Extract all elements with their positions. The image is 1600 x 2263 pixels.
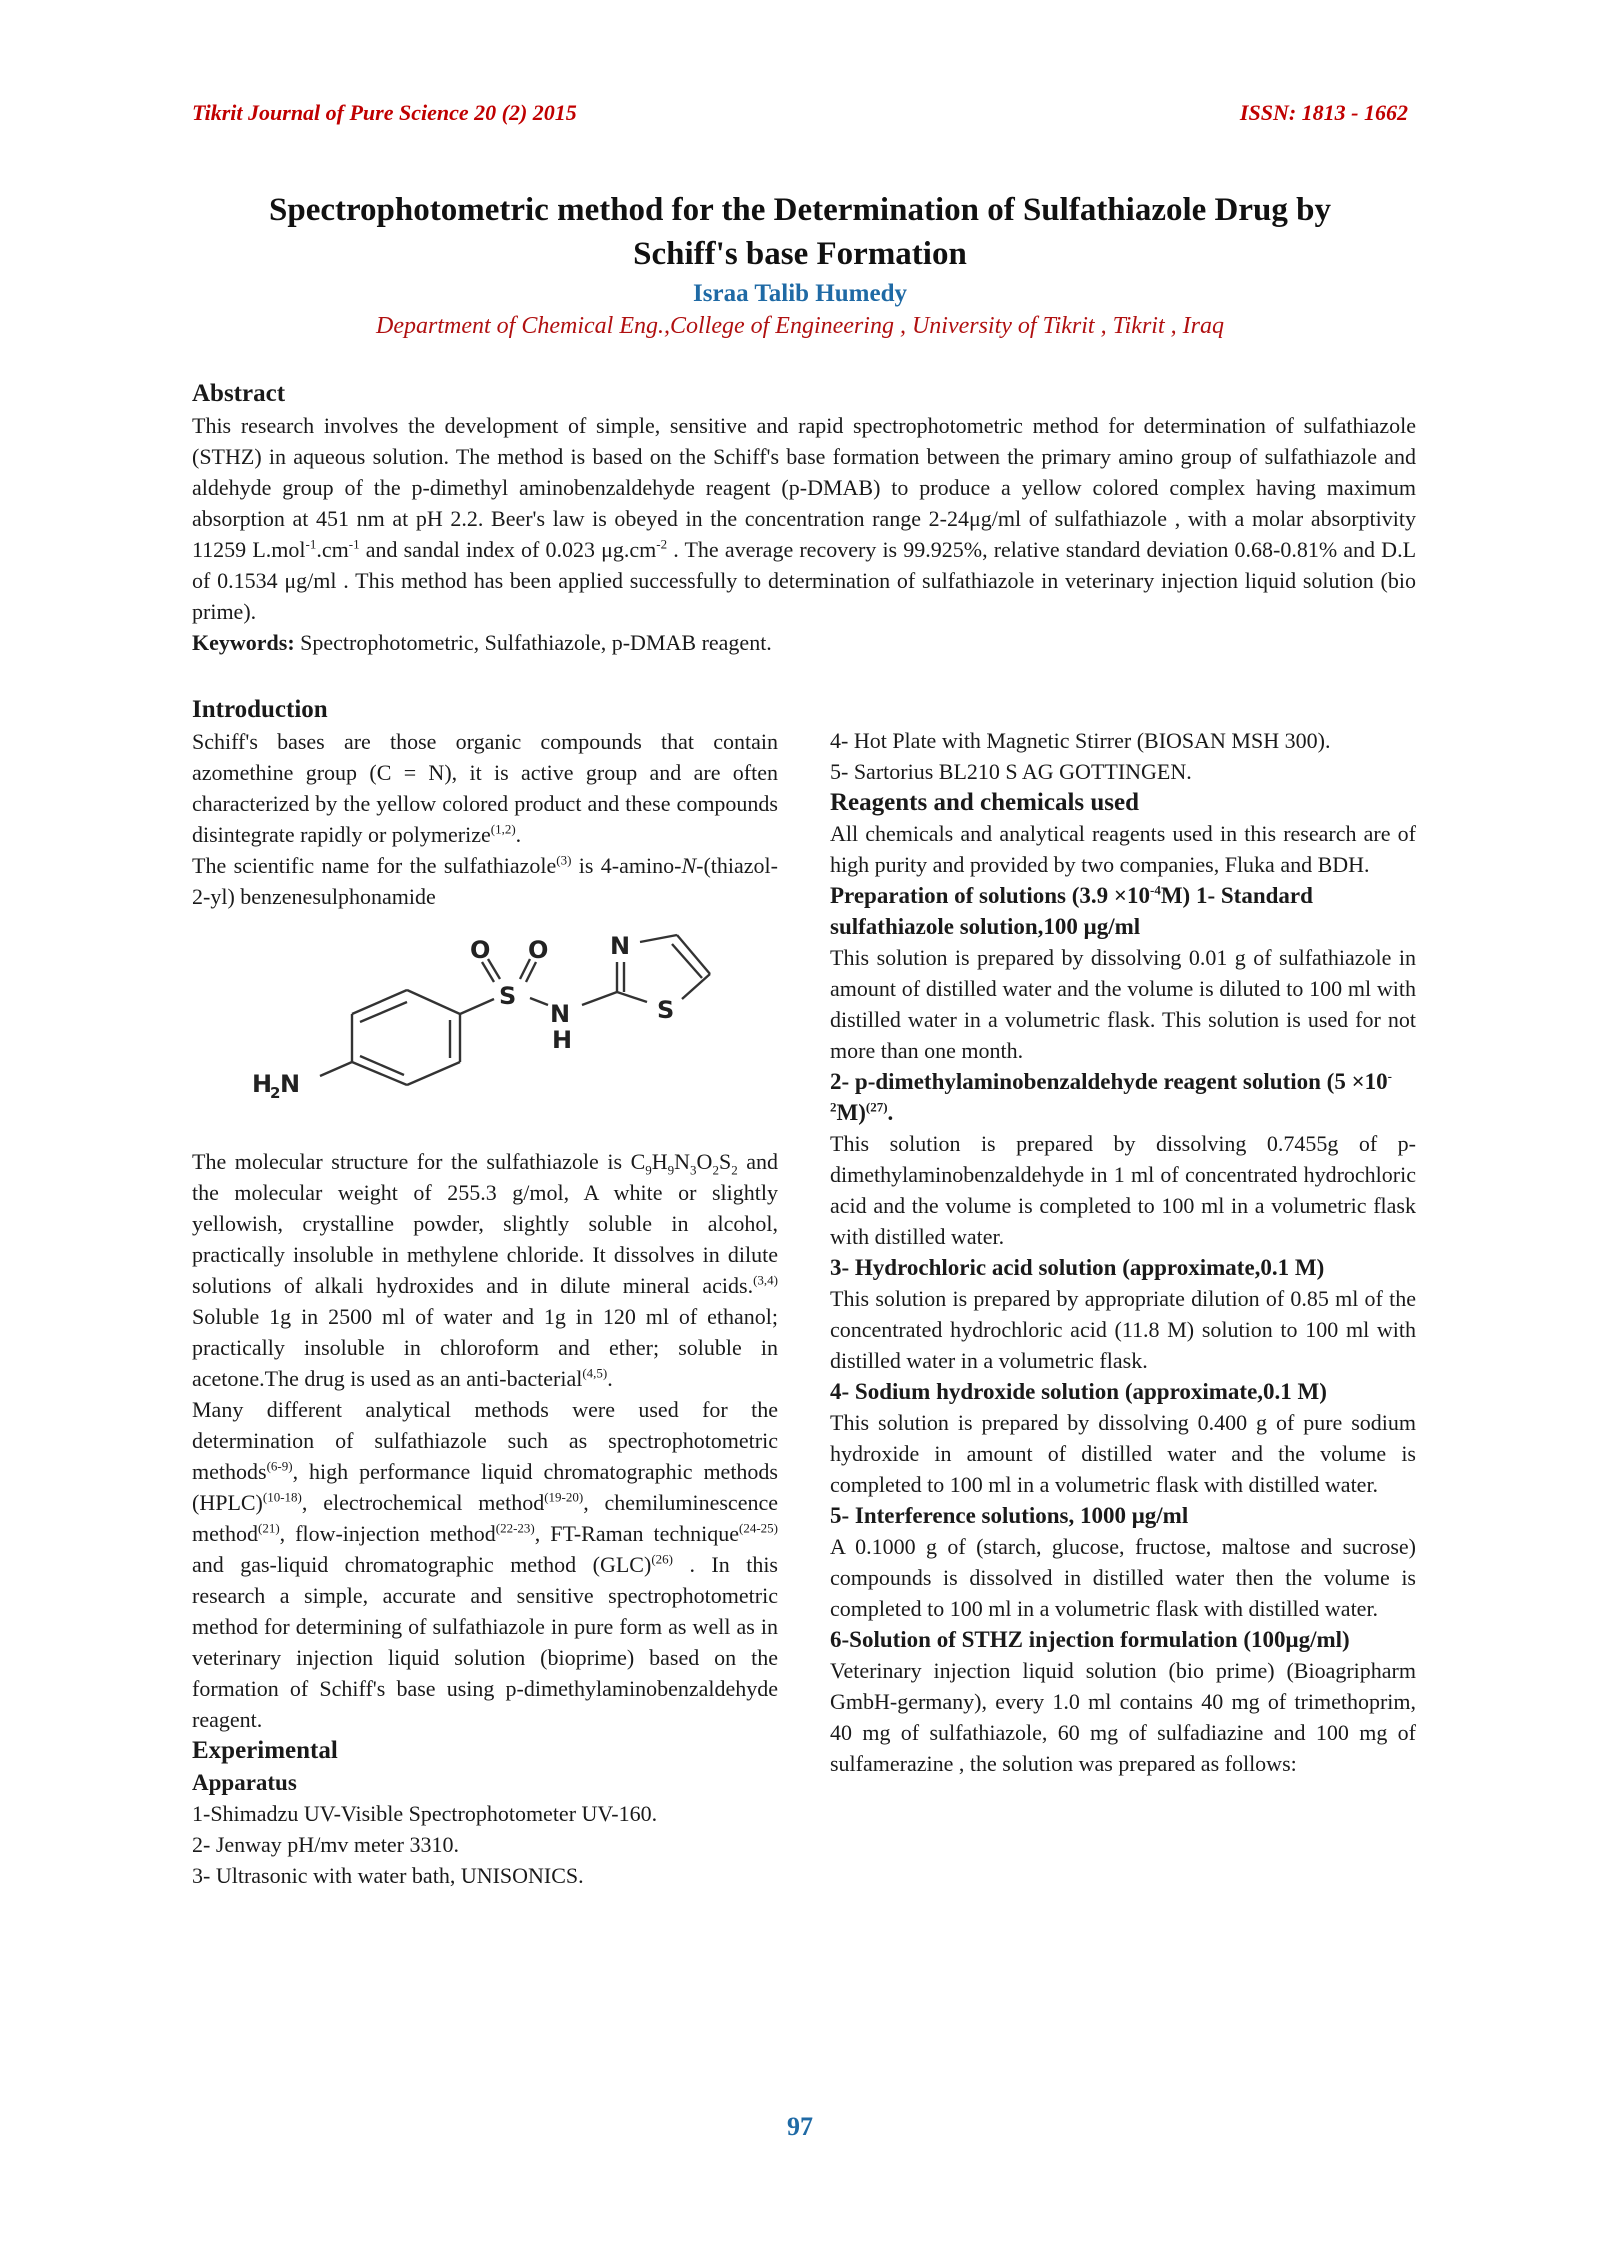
citation: (6-9) [266,1458,293,1474]
bond [582,992,617,1005]
citation: (21) [258,1520,280,1536]
atom-nitrogen: N [550,1000,571,1028]
text: M) [836,1100,866,1125]
bond [460,999,494,1014]
text: The molecular structure for the sulfathiazole is C [192,1149,646,1174]
text: S [718,1149,732,1174]
prep5-heading: 5- Interference solutions, 1000 μg/ml [830,1503,1189,1528]
bond [530,998,548,1005]
citation: (26) [651,1551,673,1567]
journal-citation: Tikrit Journal of Pure Science 20 (2) 2015 [192,100,577,125]
prep5-text: A 0.1000 g of (starch, glucose, fructose, maltose and sucrose) compounds is dissolved in distilled water then the volume is completed to 100 ml in a volumetric flask with distilled water. [830,1534,1416,1621]
reagents-text: All chemicals and analytical reagents used in this research are of high purity and provided by two companies, Fluka and BDH. [830,821,1416,877]
author-name: Israa Talib Humedy [693,280,907,307]
keywords [192,627,1416,658]
atom-amine-subscript: 2 [270,1084,281,1102]
text: Preparation of solutions (3.9 ×10 [830,883,1150,908]
citation: (3,4) [753,1272,778,1288]
text: Many different analytical methods were used for the determination of sulfathiazole such as spectrophotometric methods [192,1397,778,1484]
text: M) 1- Standard sulfathiazole solution,100 μg/ml [830,883,1313,939]
bond [682,974,710,999]
atom-oxygen: O [528,936,549,964]
italic-text: N [681,853,697,878]
atom-sulfur: S [499,982,517,1010]
paper-title [160,188,1440,276]
prep3-heading: 3- Hydrochloric acid solution (approximate,0.1 M) [830,1255,1325,1280]
intro-paragraph-3 [192,1146,778,1394]
citation: (22-23) [495,1520,535,1536]
abstract-text-part: and sandal index of 0.023 μg.cm [359,537,657,562]
text: , electrochemical method [301,1490,545,1515]
text: . [607,1366,613,1391]
right-column [830,725,1416,1779]
title-line-1: Spectrophotometric method for the Determination of Sulfathiazole Drug by [269,192,1331,228]
prep3-text: This solution is prepared by appropriate dilution of 0.85 ml of the concentrated hydrochloric acid (11.8 M) solution to 100 ml with distilled water in a volumetric flask. [830,1286,1416,1373]
abstract-text-part: .cm [316,537,349,562]
subscript: 3 [690,1162,697,1178]
atom-hydrogen: H [552,1026,573,1054]
subscript: 2 [712,1162,719,1178]
text: , high performance liquid chromatographic methods (HPLC) [192,1459,778,1515]
author-affiliation: Department of Chemical Eng.,College of Engineering , University of Tikrit , Tikrit , Iraq [376,313,1224,339]
reagents-heading: Reagents and chemicals used [830,789,1140,816]
title-block [160,188,1440,342]
prep2-heading [830,1066,1416,1128]
superscript: -4 [1150,882,1161,898]
running-header [192,100,1408,130]
subscript: 9 [645,1162,652,1178]
abstract-text [192,410,1416,627]
structure-bonds [320,935,710,1085]
text: N [674,1149,691,1174]
citation: (3) [556,852,572,868]
abstract-section [192,378,1416,658]
abstract-heading: Abstract [192,380,286,407]
atom-ring-nitrogen: N [610,932,631,960]
keywords-list: Spectrophotometric, Sulfathiazole, p-DMAB reagent. [294,630,772,655]
apparatus-item: 4- Hot Plate with Magnetic Stirrer (BIOSAN MSH 300). [830,728,1331,753]
apparatus-item: 3- Ultrasonic with water bath, UNISONICS. [192,1863,584,1888]
text: , flow-injection method [279,1521,496,1546]
citation: (24-25) [739,1520,778,1536]
citation: (10-18) [262,1489,302,1505]
text: . [887,1100,894,1125]
superscript: -2 [830,1068,1393,1115]
prep-solutions-heading [830,880,1416,942]
left-column [192,694,778,1891]
subscript: 9 [667,1162,675,1178]
bond [407,1062,460,1085]
text: -(thiazol-2-yl) benzenesulphonamide [192,853,778,909]
bond [360,1002,407,1022]
text: H [651,1149,668,1174]
abstract-text-part: . The average recovery is 99.925%, relative standard deviation 0.68-0.81% and D.L of 0.1534 μg/ml . This method has been applied successfully to determination of sulfathiazole in veterinary injection liquid solution (bio prime). [192,537,1417,624]
bond [320,1062,352,1076]
citation: (4,5) [582,1365,608,1381]
atom-amine-n: N [280,1070,301,1098]
apparatus-item: 5- Sartorius BL210 S AG GOTTINGEN. [830,759,1192,784]
superscript: -1 [348,536,360,552]
intro-paragraph-1 [192,726,778,850]
atom-ring-sulfur: S [657,996,675,1024]
text: . [515,822,522,847]
bond [640,935,677,942]
page-number: 97 [787,2112,813,2141]
text: 2- p-dimethylaminobenzaldehyde reagent solution (5 ×10 [830,1069,1388,1094]
text: The scientific name for the sulfathiazole [192,853,557,878]
abstract-text-part: This research involves the development of simple, sensitive and rapid spectrophotometric method for determination of sulfathiazole (STHZ) in aqueous solution. The method is based on the Schiff's base formation between the primary amino group of sulfathiazole and aldehyde group of the p-dimethyl aminobenzaldehyde reagent (p-DMAB) to produce a yellow colored complex having maximum absorption at 451 nm at pH 2.2. Beer's law is obeyed in the concentration range 2-24μg/ml of sulfathiazole , with a molar absorptivity 11259 L.mol [192,413,1416,562]
prep4-heading: 4- Sodium hydroxide solution (approximate,0.1 M) [830,1379,1327,1404]
text: , FT-Raman technique [534,1521,739,1546]
atom-amine-h: H [252,1070,273,1098]
keywords-label: Keywords: [192,630,295,655]
sulfathiazole-structure-figure [232,922,752,1112]
bond [360,1056,404,1075]
prep2-text: This solution is prepared by dissolving 0.7455g of p-dimethylaminobenzaldehyde in 1 ml of concentrated hydrochloric acid and the volume is completed to 100 ml in a volumetric flask with distilled water. [830,1131,1416,1249]
title-line-2: Schiff's base Formation [633,236,967,272]
text: , chemiluminescence method [192,1490,778,1546]
bond [617,992,647,1002]
superscript: -2 [656,536,668,552]
citation: (19-20) [544,1489,584,1505]
citation: (27) [865,1099,888,1115]
prep6-heading: 6-Solution of STHZ injection formulation (100μg/ml) [830,1627,1350,1652]
apparatus-item: 1-Shimadzu UV-Visible Spectrophotometer UV-160. [192,1801,658,1826]
citation: (1,2) [490,821,516,837]
atom-oxygen: O [470,936,491,964]
apparatus-heading: Apparatus [192,1770,297,1795]
text: O [696,1149,713,1174]
intro-paragraph-4 [192,1394,778,1735]
apparatus-item: 2- Jenway pH/mv meter 3310. [192,1832,459,1857]
text: Schiff's bases are those organic compounds that contain azomethine group (C = N), it is active group and are often characterized by the yellow colored product and these compounds disintegrate rapidly or polymerize [192,729,778,847]
text: Soluble 1g in 2500 ml of water and 1g in 120 ml of ethanol; practically insoluble in chloroform and ether; soluble in acetone.The drug is used as an anti-bacterial [192,1304,778,1391]
superscript: -1 [305,536,317,552]
prep4-text: This solution is prepared by dissolving 0.400 g of pure sodium hydroxide in amount of distilled water and the volume is completed to 100 ml in a volumetric flask with distilled water. [830,1410,1416,1497]
bond [407,990,460,1014]
introduction-heading: Introduction [192,696,328,723]
text: is 4-amino- [571,853,682,878]
intro-paragraph-2 [192,850,778,912]
experimental-heading: Experimental [192,1737,338,1764]
text: and the molecular weight of 255.3 g/mol, A white or slightly yellowish, crystalline powder, slightly soluble in alcohol, practically insoluble in methylene chloride. It dissolves in dilute solutions of alkali hydroxides and in dilute mineral acids. [192,1149,779,1298]
bond [352,990,407,1014]
prep6-text: Veterinary injection liquid solution (bio prime) (Bioagripharm GmbH-germany), every 1.0 ml contains 40 mg of trimethoprim, 40 mg of sulfathiazole, 60 mg of sulfadiazine and 100 mg of sulfamerazine , the solution was prepared as follows: [830,1658,1416,1776]
issn: ISSN: 1813 - 1662 [1239,100,1408,125]
subscript: 2 [731,1162,738,1178]
prep1-text: This solution is prepared by dissolving 0.01 g of sulfathiazole in amount of distilled water and the volume is diluted to 100 ml with distilled water in a volumetric flask. This solution is used for not more than one month. [830,945,1416,1063]
text: and gas-liquid chromatographic method (GLC) [192,1552,652,1577]
text: . In this research a simple, accurate and sensitive spectrophotometric method for determining of sulfathiazole in pure form as well as in veterinary injection liquid solution (bioprime) based on the formation of Schiff's base using p-dimethylaminobenzaldehyde reagent. [192,1552,778,1732]
